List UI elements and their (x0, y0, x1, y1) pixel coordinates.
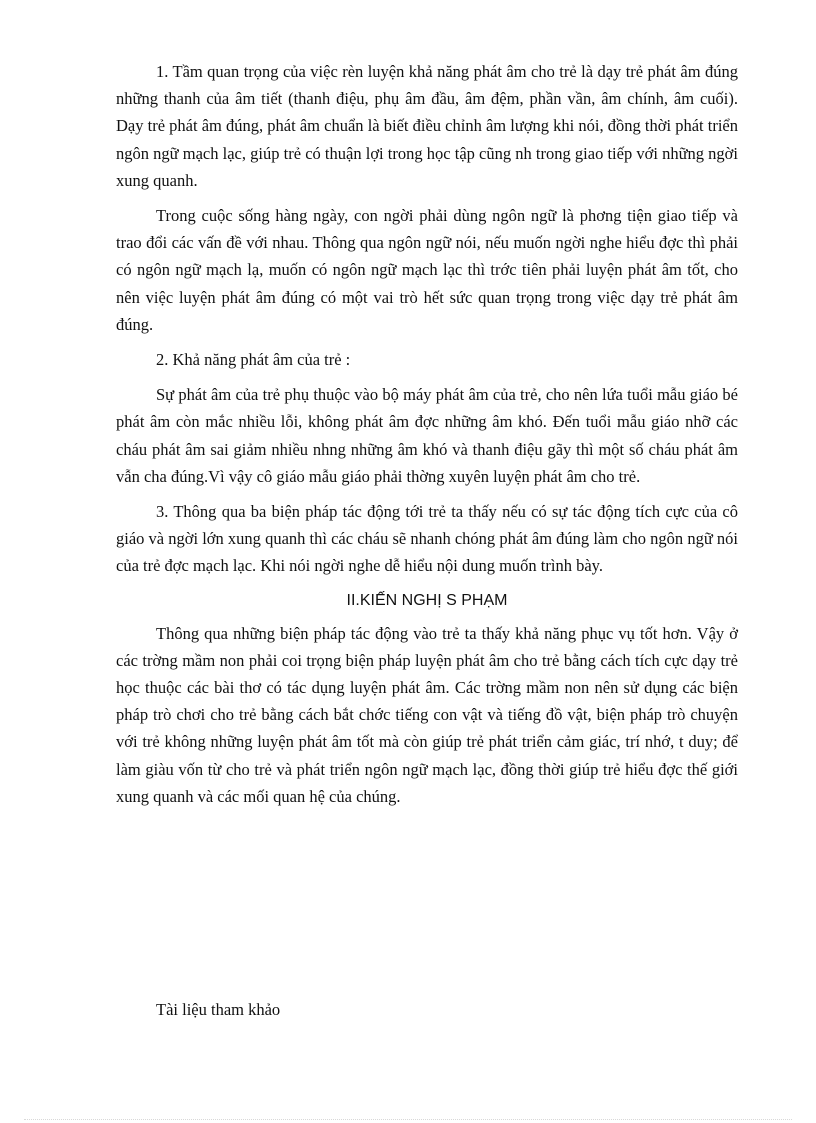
section-heading: II.KIẾN NGHỊ S PHẠM (346, 591, 508, 609)
paragraph-6: Thông qua những biện pháp tác động vào trẻ ta thấy khả năng phục vụ tốt hơn. Vậy ở các trờng mầm non phải coi trọng biện pháp luyện phát âm cho trẻ bằng cách tích cực dạy trẻ học thuộc các bài thơ có tác dụng luyện phát âm. Các trờng mầm non nên sử dụng các biện pháp trò chơi cho trẻ bằng cách bắt chớc tiếng con vật và tiếng đồ vật, biện pháp trò chuyện với trẻ không những luyện phát âm tốt mà còn giúp trẻ phát triển cảm giác, trí nhớ, t duy; để làm giàu vốn từ cho trẻ và phát triển ngôn ngữ mạch lạc, đồng thời giúp trẻ hiểu đợc thế giới xung quanh và các mối quan hệ của chúng. (116, 623, 738, 806)
paragraph-3: 2. Khả năng phát âm của trẻ : (156, 350, 351, 370)
paragraph-5: 3. Thông qua ba biện pháp tác động tới trẻ ta thấy nếu có sự tác động tích cực của cô giáo và ngời lớn xung quanh thì các cháu sẽ nhanh chóng phát âm đúng làm cho ngôn ngữ nói của trẻ đợc mạch lạc. Khi nói ngời nghe dễ hiểu nội dung muốn trình bày. (116, 502, 738, 576)
page-bottom-divider (24, 1119, 792, 1120)
paragraph-4: Sự phát âm của trẻ phụ thuộc vào bộ máy phát âm của trẻ, cho nên lứa tuổi mẫu giáo bé phát âm còn mắc nhiều lỗi, không phát âm đợc những âm khó. Đến tuổi mẫu giáo nhỡ các cháu phát âm sai giảm nhiều nhng những âm khó và thanh điệu gãy thì một số cháu phát âm vẫn cha đúng.Vì vậy cô giáo mẫu giáo phải thờng xuyên luyện phát âm cho trẻ. (116, 385, 738, 486)
paragraph-1: 1. Tầm quan trọng của việc rèn luyện khả năng phát âm cho trẻ là dạy trẻ phát âm đúng những thanh của âm tiết (thanh điệu, phụ âm đầu, âm đệm, phần vần, âm chính, âm cuối). Dạy trẻ phát âm đúng, phát âm chuẩn là biết điều chỉnh âm lượng khi nói, đồng thời phát triển ngôn ngữ mạch lạc, giúp trẻ có thuận lợi trong học tập cũng nh trong giao tiếp với những ngời xung quanh. (116, 62, 738, 190)
document-body (116, 58, 738, 818)
references-label: Tài liệu tham khảo (156, 1000, 281, 1019)
paragraph-2: Trong cuộc sống hàng ngày, con ngời phải dùng ngôn ngữ là phơng tiện giao tiếp và trao đổi các vấn đề với nhau. Thông qua ngôn ngữ nói, nếu muốn ngời nghe hiểu đợc thì phải có ngôn ngữ mạch lạ, muốn có ngôn ngữ mạch lạc thì trớc tiên phải luyện phát âm tốt, cho nên việc luyện phát âm đúng có một vai trò hết sức quan trọng trong việc dạy trẻ phát âm đúng. (116, 206, 738, 334)
